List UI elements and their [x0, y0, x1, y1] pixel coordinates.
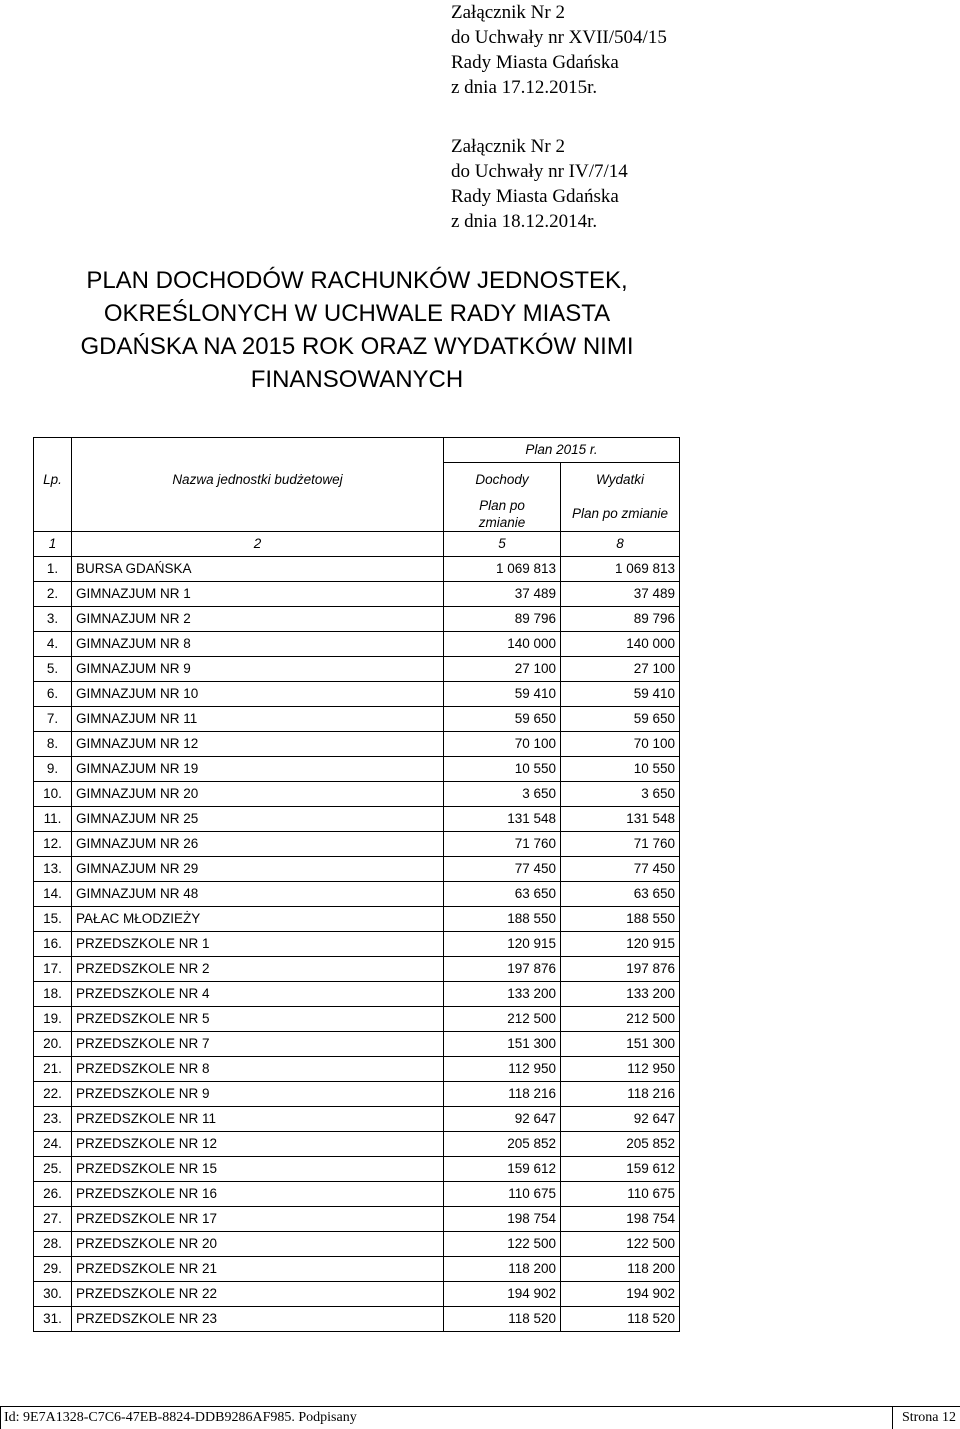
colnum-lp: 1	[34, 532, 72, 557]
annex-line: Rady Miasta Gdańska	[451, 186, 619, 207]
unit-name: GIMNAZJUM NR 2	[72, 607, 444, 632]
row-number: 30.	[34, 1282, 72, 1307]
expenses-value: 63 650	[561, 882, 680, 907]
table-row	[34, 1007, 680, 1032]
annex-header-current	[451, 0, 667, 100]
row-number: 17.	[34, 957, 72, 982]
income-value: 131 548	[444, 807, 561, 832]
annex-line: z dnia 17.12.2015r.	[451, 77, 598, 98]
row-number: 19.	[34, 1007, 72, 1032]
document-id: Id: 9E7A1328-C7C6-47EB-8824-DDB9286AF985. Podpisany	[4, 1410, 357, 1425]
table-row	[34, 582, 680, 607]
unit-name: PRZEDSZKOLE NR 7	[72, 1032, 444, 1057]
expenses-value: 71 760	[561, 832, 680, 857]
row-number: 18.	[34, 982, 72, 1007]
table-row	[34, 607, 680, 632]
row-number: 24.	[34, 1132, 72, 1157]
budget-table	[33, 437, 680, 1332]
income-value: 120 915	[444, 932, 561, 957]
header-expenses: Wydatki	[561, 463, 680, 498]
income-value: 198 754	[444, 1207, 561, 1232]
table-row	[34, 632, 680, 657]
expenses-value: 118 200	[561, 1257, 680, 1282]
unit-name: GIMNAZJUM NR 1	[72, 582, 444, 607]
document-title	[0, 264, 714, 396]
expenses-value: 59 650	[561, 707, 680, 732]
annex-line: do Uchwały nr IV/7/14	[451, 161, 628, 182]
expenses-value: 131 548	[561, 807, 680, 832]
page-number: Strona 12	[901, 1410, 956, 1425]
income-value: 1 069 813	[444, 557, 561, 582]
table-header-row	[34, 463, 680, 498]
annex-line: Rady Miasta Gdańska	[451, 52, 619, 73]
income-value: 188 550	[444, 907, 561, 932]
unit-name: PRZEDSZKOLE NR 1	[72, 932, 444, 957]
row-number: 27.	[34, 1207, 72, 1232]
expenses-value: 59 410	[561, 682, 680, 707]
table-row	[34, 832, 680, 857]
expenses-value: 197 876	[561, 957, 680, 982]
income-value: 205 852	[444, 1132, 561, 1157]
row-number: 10.	[34, 782, 72, 807]
annex-line: Załącznik Nr 2	[451, 136, 565, 157]
header-name: Nazwa jednostki budżetowej	[72, 463, 444, 498]
table-row	[34, 907, 680, 932]
income-value: 92 647	[444, 1107, 561, 1132]
unit-name: PRZEDSZKOLE NR 17	[72, 1207, 444, 1232]
table-header-row	[34, 438, 680, 463]
unit-name: PRZEDSZKOLE NR 16	[72, 1182, 444, 1207]
row-number: 9.	[34, 757, 72, 782]
row-number: 20.	[34, 1032, 72, 1057]
row-number: 22.	[34, 1082, 72, 1107]
unit-name: GIMNAZJUM NR 12	[72, 732, 444, 757]
title-line: FINANSOWANYCH	[250, 366, 464, 393]
expenses-value: 112 950	[561, 1057, 680, 1082]
expenses-value: 194 902	[561, 1282, 680, 1307]
expenses-value: 77 450	[561, 857, 680, 882]
table-row	[34, 1282, 680, 1307]
row-number: 14.	[34, 882, 72, 907]
income-value: 110 675	[444, 1182, 561, 1207]
unit-name: PRZEDSZKOLE NR 23	[72, 1307, 444, 1332]
expenses-value: 110 675	[561, 1182, 680, 1207]
table-row	[34, 1182, 680, 1207]
unit-name: GIMNAZJUM NR 26	[72, 832, 444, 857]
expenses-value: 1 069 813	[561, 557, 680, 582]
row-number: 5.	[34, 657, 72, 682]
table-row	[34, 757, 680, 782]
row-number: 3.	[34, 607, 72, 632]
unit-name: GIMNAZJUM NR 29	[72, 857, 444, 882]
title-line: OKREŚLONYCH W UCHWALE RADY MIASTA	[103, 300, 611, 327]
signature-footer	[0, 1406, 960, 1429]
table-row	[34, 1232, 680, 1257]
row-number: 8.	[34, 732, 72, 757]
expenses-value: 151 300	[561, 1032, 680, 1057]
expenses-value: 70 100	[561, 732, 680, 757]
expenses-value: 133 200	[561, 982, 680, 1007]
header-income-plan: Plan po zmianie	[444, 497, 561, 532]
expenses-value: 118 216	[561, 1082, 680, 1107]
income-value: 118 216	[444, 1082, 561, 1107]
unit-name: GIMNAZJUM NR 19	[72, 757, 444, 782]
table-row	[34, 782, 680, 807]
table-row	[34, 557, 680, 582]
title-line: PLAN DOCHODÓW RACHUNKÓW JEDNOSTEK,	[86, 267, 628, 294]
income-value: 3 650	[444, 782, 561, 807]
table-row	[34, 1032, 680, 1057]
unit-name: PRZEDSZKOLE NR 8	[72, 1057, 444, 1082]
table-row	[34, 1307, 680, 1332]
income-value: 140 000	[444, 632, 561, 657]
income-value: 63 650	[444, 882, 561, 907]
row-number: 28.	[34, 1232, 72, 1257]
expenses-value: 27 100	[561, 657, 680, 682]
income-value: 10 550	[444, 757, 561, 782]
header-lp: Lp.	[34, 463, 72, 498]
unit-name: PRZEDSZKOLE NR 5	[72, 1007, 444, 1032]
income-value: 194 902	[444, 1282, 561, 1307]
annex-header-previous	[451, 134, 628, 234]
table-row	[34, 1157, 680, 1182]
unit-name: GIMNAZJUM NR 9	[72, 657, 444, 682]
income-value: 159 612	[444, 1157, 561, 1182]
row-number: 23.	[34, 1107, 72, 1132]
row-number: 13.	[34, 857, 72, 882]
table-row	[34, 1207, 680, 1232]
table-row	[34, 657, 680, 682]
table-row	[34, 707, 680, 732]
table-row	[34, 807, 680, 832]
income-value: 151 300	[444, 1032, 561, 1057]
expenses-value: 120 915	[561, 932, 680, 957]
unit-name: GIMNAZJUM NR 11	[72, 707, 444, 732]
income-value: 59 410	[444, 682, 561, 707]
annex-line: do Uchwały nr XVII/504/15	[451, 27, 667, 48]
income-value: 118 200	[444, 1257, 561, 1282]
table-row	[34, 957, 680, 982]
table-row	[34, 882, 680, 907]
unit-name: GIMNAZJUM NR 10	[72, 682, 444, 707]
row-number: 6.	[34, 682, 72, 707]
income-value: 27 100	[444, 657, 561, 682]
unit-name: GIMNAZJUM NR 48	[72, 882, 444, 907]
table-row	[34, 732, 680, 757]
table-header-row	[34, 497, 680, 532]
unit-name: PRZEDSZKOLE NR 4	[72, 982, 444, 1007]
unit-name: PRZEDSZKOLE NR 11	[72, 1107, 444, 1132]
expenses-value: 10 550	[561, 757, 680, 782]
header-income: Dochody	[444, 463, 561, 498]
row-number: 7.	[34, 707, 72, 732]
unit-name: PRZEDSZKOLE NR 22	[72, 1282, 444, 1307]
expenses-value: 92 647	[561, 1107, 680, 1132]
unit-name: PRZEDSZKOLE NR 20	[72, 1232, 444, 1257]
unit-name: PAŁAC MŁODZIEŻY	[72, 907, 444, 932]
table-row	[34, 1107, 680, 1132]
footer-divider	[0, 1407, 1, 1429]
unit-name: BURSA GDAŃSKA	[72, 557, 444, 582]
row-number: 25.	[34, 1157, 72, 1182]
row-number: 31.	[34, 1307, 72, 1332]
expenses-value: 122 500	[561, 1232, 680, 1257]
unit-name: PRZEDSZKOLE NR 9	[72, 1082, 444, 1107]
income-value: 89 796	[444, 607, 561, 632]
unit-name: PRZEDSZKOLE NR 12	[72, 1132, 444, 1157]
header-plan: Plan 2015 r.	[444, 438, 680, 463]
header-expenses-plan: Plan po zmianie	[561, 497, 680, 532]
title-line: GDAŃSKA NA 2015 ROK ORAZ WYDATKÓW NIMI	[80, 333, 634, 360]
expenses-value: 212 500	[561, 1007, 680, 1032]
row-number: 1.	[34, 557, 72, 582]
income-value: 133 200	[444, 982, 561, 1007]
unit-name: GIMNAZJUM NR 25	[72, 807, 444, 832]
row-number: 2.	[34, 582, 72, 607]
expenses-value: 205 852	[561, 1132, 680, 1157]
row-number: 12.	[34, 832, 72, 857]
row-number: 15.	[34, 907, 72, 932]
income-value: 112 950	[444, 1057, 561, 1082]
expenses-value: 159 612	[561, 1157, 680, 1182]
table-row	[34, 682, 680, 707]
unit-name: PRZEDSZKOLE NR 15	[72, 1157, 444, 1182]
column-number-row	[34, 532, 680, 557]
row-number: 21.	[34, 1057, 72, 1082]
income-value: 37 489	[444, 582, 561, 607]
row-number: 11.	[34, 807, 72, 832]
table-row	[34, 857, 680, 882]
expenses-value: 140 000	[561, 632, 680, 657]
income-value: 59 650	[444, 707, 561, 732]
table-row	[34, 1057, 680, 1082]
income-value: 77 450	[444, 857, 561, 882]
table-row	[34, 932, 680, 957]
row-number: 26.	[34, 1182, 72, 1207]
income-value: 71 760	[444, 832, 561, 857]
income-value: 197 876	[444, 957, 561, 982]
expenses-value: 188 550	[561, 907, 680, 932]
table-row	[34, 1082, 680, 1107]
annex-line: z dnia 18.12.2014r.	[451, 211, 598, 232]
unit-name: GIMNAZJUM NR 8	[72, 632, 444, 657]
income-value: 118 520	[444, 1307, 561, 1332]
colnum-income: 5	[444, 532, 561, 557]
table-row	[34, 1257, 680, 1282]
footer-divider	[892, 1407, 893, 1429]
unit-name: GIMNAZJUM NR 20	[72, 782, 444, 807]
expenses-value: 37 489	[561, 582, 680, 607]
expenses-value: 89 796	[561, 607, 680, 632]
table-row	[34, 982, 680, 1007]
unit-name: PRZEDSZKOLE NR 2	[72, 957, 444, 982]
unit-name: PRZEDSZKOLE NR 21	[72, 1257, 444, 1282]
row-number: 29.	[34, 1257, 72, 1282]
income-value: 70 100	[444, 732, 561, 757]
expenses-value: 118 520	[561, 1307, 680, 1332]
colnum-name: 2	[72, 532, 444, 557]
expenses-value: 3 650	[561, 782, 680, 807]
row-number: 4.	[34, 632, 72, 657]
expenses-value: 198 754	[561, 1207, 680, 1232]
table-row	[34, 1132, 680, 1157]
income-value: 212 500	[444, 1007, 561, 1032]
row-number: 16.	[34, 932, 72, 957]
annex-line: Załącznik Nr 2	[451, 2, 565, 23]
income-value: 122 500	[444, 1232, 561, 1257]
colnum-expenses: 8	[561, 532, 680, 557]
